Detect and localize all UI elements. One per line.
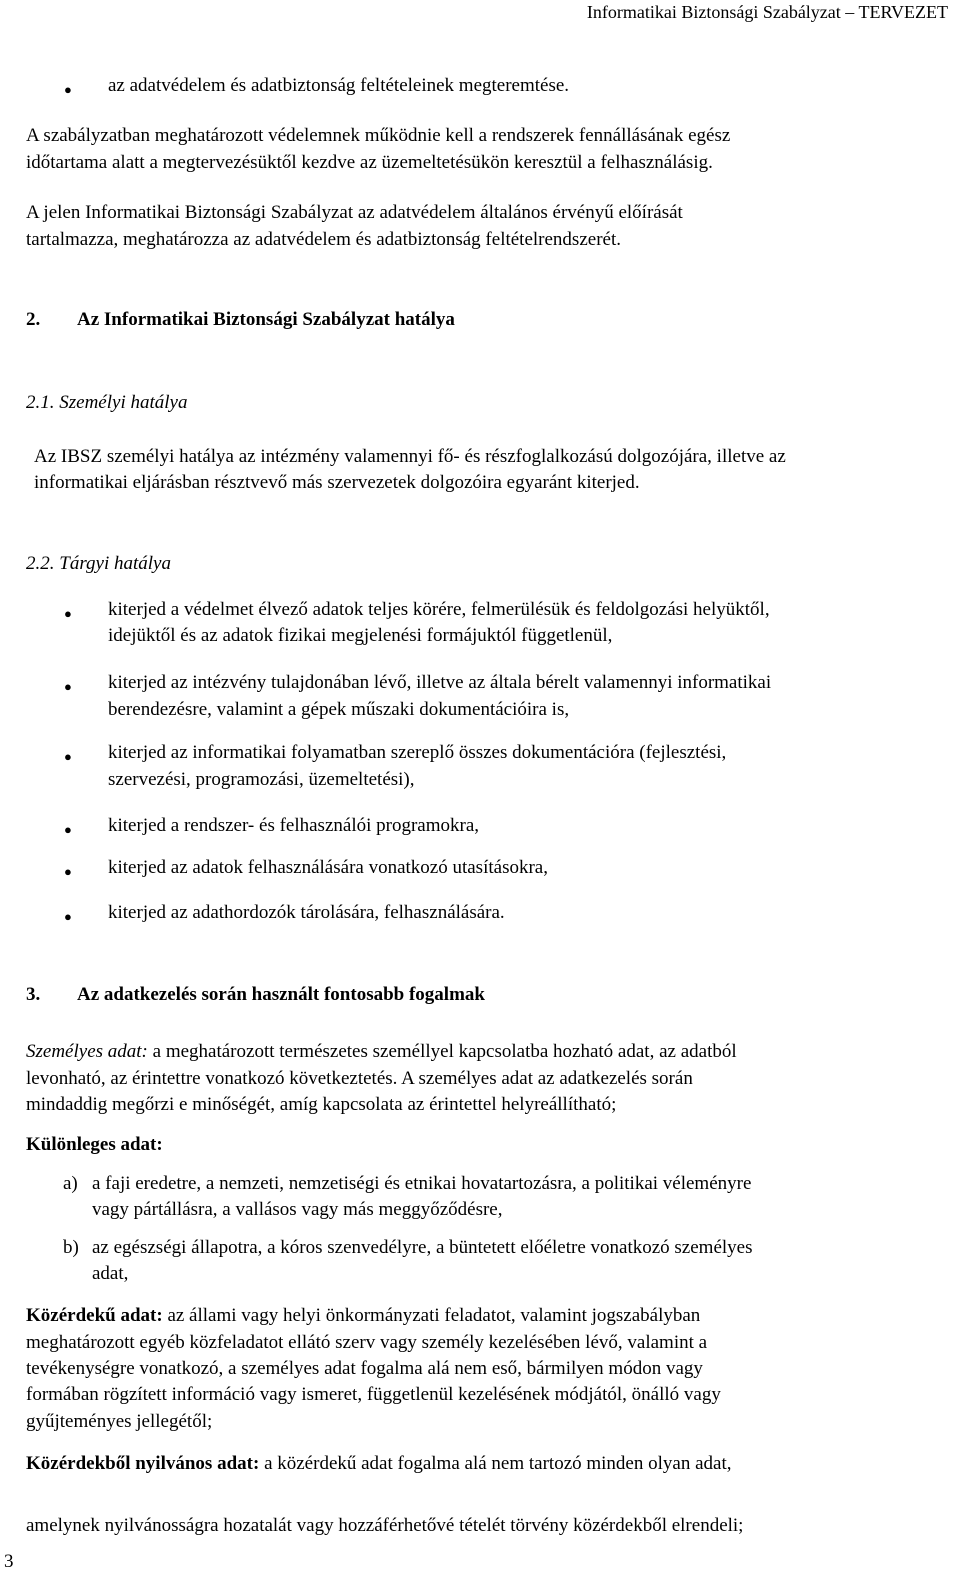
paragraph-1-line-2: időtartama alatt a megtervezésüktől kezdve az üzemeltetésükön keresztül a felhasználásig.	[26, 152, 713, 173]
page-number: 3	[4, 1551, 14, 1572]
kozerdeku-adat-line-4: formában rögzített információ vagy ismeret, függetlenül kezelésének módjától, önálló vagy	[26, 1384, 721, 1405]
bullet-icon: ●	[64, 864, 72, 879]
list-item-4: kiterjed a rendszer- és felhasználói programokra,	[108, 815, 480, 836]
kozerdekbol-adat-line-1: Közérdekből nyilvános adat: a közérdekű adat fogalma alá nem tartozó minden olyan adat,	[26, 1453, 732, 1474]
item-a-line-2: vagy pártállásra, a vallásos vagy más meggyőződésre,	[92, 1199, 503, 1220]
item-b-line-2: adat,	[92, 1263, 129, 1284]
subsection-2-1-line-1: Az IBSZ személyi hatálya az intézmény valamennyi fő- és részfoglalkozású dolgozójára, illetve az	[34, 446, 786, 467]
szemelyes-adat-line-2: levonható, az érintettre vonatkozó következtetés. A személyes adat az adatkezelés során	[26, 1068, 693, 1089]
list-item-5: kiterjed az adatok felhasználására vonatkozó utasításokra,	[108, 857, 548, 878]
item-b-line-1: az egészségi állapotra, a kóros szenvedélyre, a büntetett előéletre vonatkozó személyes	[92, 1237, 753, 1258]
list-item-1-line-1: kiterjed a védelmet élvező adatok teljes körére, felmerülésük és feldolgozási helyüktől,	[108, 599, 770, 620]
subsection-2-2-title: 2.2. Tárgyi hatálya	[26, 553, 171, 574]
list-item-3-line-2: szervezési, programozási, üzemeltetési),	[108, 769, 415, 790]
bullet-icon: ●	[64, 822, 72, 837]
paragraph-2-line-2: tartalmazza, meghatározza az adatvédelem és adatbiztonság feltételrendszerét.	[26, 229, 621, 250]
intro-bullet-text: az adatvédelem és adatbiztonság feltételeinek megteremtése.	[108, 75, 570, 96]
kozerdeku-adat-line-1: Közérdekű adat: az állami vagy helyi önkormányzati feladatot, valamint jogszabályban	[26, 1305, 701, 1326]
bullet-icon: ●	[64, 82, 72, 97]
list-item-6: kiterjed az adathordozók tárolására, felhasználására.	[108, 902, 505, 923]
kozerdeku-adat-line-5: gyűjteményes jellegétől;	[26, 1411, 213, 1432]
kulonleges-adat-term: Különleges adat:	[26, 1134, 163, 1155]
list-item-3-line-1: kiterjed az informatikai folyamatban szereplő összes dokumentációra (fejlesztési,	[108, 742, 727, 763]
kozerdeku-adat-line-3: tevékenységre vonatkozó, a személyes adat fogalma alá nem eső, bármilyen módon vagy	[26, 1358, 703, 1379]
bullet-icon: ●	[64, 909, 72, 924]
szemelyes-adat-term: Személyes adat:	[26, 1041, 148, 1062]
paragraph-2-line-1: A jelen Informatikai Biztonsági Szabályzat az adatvédelem általános érvényű előírását	[26, 202, 683, 223]
bullet-icon: ●	[64, 679, 72, 694]
subsection-2-1-line-2: informatikai eljárásban résztvevő más szervezetek dolgozóira egyaránt kiterjed.	[34, 472, 640, 493]
list-item-2-line-1: kiterjed az intézvény tulajdonában lévő, illetve az általa bérelt valamennyi informatikai	[108, 672, 772, 693]
bullet-icon: ●	[64, 606, 72, 621]
item-a-line-1: a faji eredetre, a nemzeti, nemzetiségi és etnikai hovatartozásra, a politikai véleményre	[92, 1173, 752, 1194]
szemelyes-adat-line-3: mindaddig megőrzi e minőségét, amíg kapcsolata az érintettel helyreállítható;	[26, 1094, 617, 1115]
list-item-2-line-2: berendezésre, valamint a gépek műszaki dokumentációira is,	[108, 699, 570, 720]
section-2-number: 2.	[26, 309, 41, 330]
item-b-label: b)	[63, 1237, 79, 1258]
item-a-label: a)	[63, 1173, 78, 1194]
paragraph-1-line-1: A szabályzatban meghatározott védelemnek működnie kell a rendszerek fennállásának egész	[26, 125, 731, 146]
page-header: Informatikai Biztonsági Szabályzat – TERVEZET	[586, 2, 948, 22]
kozerdekbol-adat-line-2: amelynek nyilvánosságra hozatalát vagy hozzáférhetővé tételét törvény közérdekből elrendeli;	[26, 1515, 744, 1536]
section-3-number: 3.	[26, 984, 41, 1005]
kozerdekbol-adat-term: Közérdekből nyilvános adat:	[26, 1453, 260, 1474]
subsection-2-1-title: 2.1. Személyi hatálya	[26, 392, 188, 413]
kozerdeku-adat-line-2: meghatározott egyéb közfeladatot ellátó szerv vagy személy kezelésében lévő, valamint a	[26, 1332, 708, 1353]
section-3-title: Az adatkezelés során használt fontosabb fogalmak	[77, 984, 485, 1005]
kozerdeku-adat-term: Közérdekű adat:	[26, 1305, 163, 1326]
list-item-1-line-2: idejüktől és az adatok fizikai megjelenési formájuktól függetlenül,	[108, 625, 613, 646]
bullet-icon: ●	[64, 749, 72, 764]
szemelyes-adat-line-1: Személyes adat: a meghatározott természetes személlyel kapcsolatba hozható adat, az adatból	[26, 1041, 737, 1062]
section-2-title: Az Informatikai Biztonsági Szabályzat hatálya	[77, 309, 455, 330]
